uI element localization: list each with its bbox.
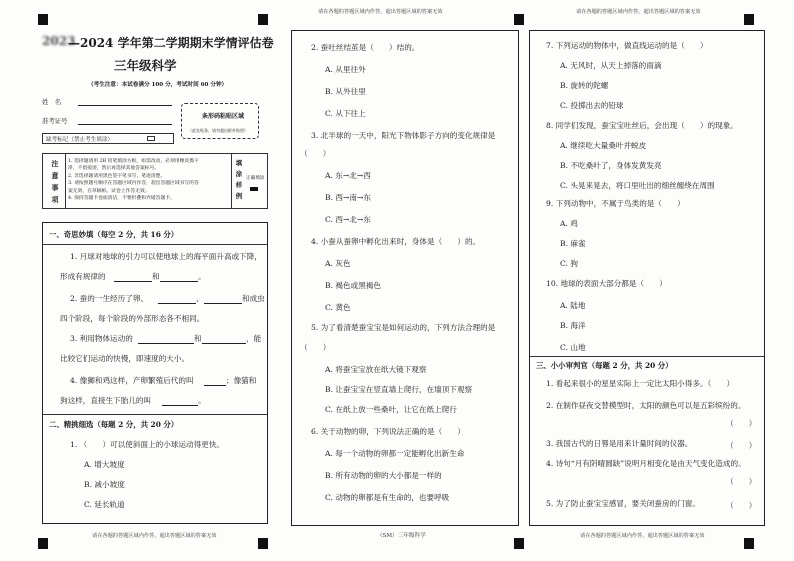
q2-blank-2[interactable]	[204, 303, 242, 304]
q4-blank-1[interactable]	[204, 385, 226, 386]
name-input[interactable]	[78, 105, 172, 106]
q4-blank-2[interactable]	[162, 405, 198, 406]
section-2-heading: 二、精挑细选（每题 2 分，共 20 分）	[49, 420, 179, 429]
top-instruction-bar: 请在各题的答题区域内作答，超出答题区域的答案无效	[318, 9, 443, 15]
alignment-mark	[744, 538, 754, 549]
notice-list: 1. 选择题请用 2B 铅笔填涂方框，如需改动，必须用橡皮擦干 净，不留痕迹，然后再选择其他答案标号。 2. 非选择题请用黑色签字笔书写，笔迹清楚。 3. 请按照题号顺序在答题区域内作答，超出答题区域书写的答 案无效，在草稿纸、试卷上作答无效。 4. 保持答题卡卷面清洁，不要折叠和弄破答题卡。	[68, 159, 199, 202]
absent-checkbox[interactable]	[147, 136, 155, 141]
alignment-mark	[744, 14, 754, 25]
judge-bracket[interactable]: （ ）	[726, 477, 757, 486]
exam-note: （考生注意：本试卷满分 100 分，考试时间 60 分钟）	[88, 82, 228, 88]
sample-label: 填 涂 样 例	[235, 159, 243, 200]
alignment-mark	[514, 538, 524, 549]
section-1-2-box	[42, 222, 268, 524]
section-3-heading: 三、小小审判官（每题 2 分，共 20 分）	[536, 361, 673, 370]
notice-label: 注 意 事 项	[51, 159, 59, 204]
exam-title: 2023—2024 学年第二学期期末学情评估卷	[42, 34, 274, 50]
absent-mark-field: 缺考标记（禁止考生填涂）	[42, 133, 174, 144]
q1-blank-2[interactable]	[160, 281, 198, 282]
page-footer: （SM）三年级科学	[377, 533, 426, 539]
barcode-area: 条形码粘贴区域 （此处贴条，请勿超出框外贴图）	[181, 103, 259, 139]
alignment-mark	[38, 538, 48, 549]
alignment-mark	[514, 14, 524, 25]
id-input[interactable]	[78, 124, 172, 125]
id-label: 准考证号	[42, 117, 68, 125]
q3-blank-1[interactable]	[138, 343, 194, 344]
exam-subject: 三年级科学	[114, 58, 177, 73]
q1-blank-1[interactable]	[114, 281, 152, 282]
section-1-heading: 一、奇思妙填（每空 2 分，共 16 分）	[49, 230, 179, 239]
column-2: 2. 蚕吐丝结茧是（ ）结的。 A. 从里往外 B. 从外往里 C. 从下往上 3. 北半球的一天中，阳光下物体影子方向的变化规律是 （ ） A. 东→北→西 B. 西→南→东 C. 西→北→东 4. 小蚕从蚕卵中孵化出来时，身体是（ ）的。 A. 灰色 B. 褐色或黑褐色 C. 黄色 5. 为了看清楚蚕宝宝是如何运动的，下列方法合理的是 （ ） A. 将蚕宝宝放在纸大镜下观察 B. 让蚕宝宝在竖直墙上爬行，在墙顶下观察 C. 在纸上放一些桑叶，让它在纸上爬行 6. 关于动物的卵，下列说法正确的是（ ） A. 每一个动物的卵都一定能孵化出新生命 B. 所有动物的卵的大小都是一样的 C. 动物的卵都是有生命的，也要呼吸	[291, 30, 519, 526]
judge-bracket[interactable]: （ ）	[726, 501, 757, 510]
name-label: 姓 名	[42, 98, 62, 106]
column-3: 7. 下列运动的物体中，做直线运动的是（ ） A. 无风时，从天上掉落的雨滴 B. 旋转的陀螺 C. 投掷出去的铅球 8. 同学们发现，蚕宝宝吐丝后，会出现（ ）的现象。 A. 继续吃大量桑叶并蜕皮 B. 不吃桑叶了，身体发黄发亮 C. 头晃来晃去，将口里吐出的细丝缠绕在周围 9. 下列动物中，不属于鸟类的是（ ） A. 鸡 B. 麻雀 C. 狗 10. 地球的表面大部分都是（ ） A. 陆地 B. 海洋 C. 山地 三、小小审判官（每题 2 分，共 20 分） 1. 看起来很小的星星实际上一定比太阳小得多。（ ） 2. 在制作昼夜交替模型时，太阳的颜色可以是五彩缤纷的。 （ ） 3. 我国古代的日晷是用来计量时间的仪器。 （ ） 4. 诗句“月有阴晴圆缺”说明月相变化是由天气变化造成的。 （ ） 5. 为了防止蚕宝宝感冒，要关闭蚕房的门窗。 （ ）	[529, 30, 765, 526]
alignment-mark	[38, 14, 48, 25]
alignment-mark	[258, 14, 268, 25]
alignment-mark	[258, 538, 268, 549]
bottom-instruction-bar: 请在各题的答题区域内作答，超出答题区域的答案无效	[580, 533, 705, 539]
judge-bracket[interactable]: （ ）	[726, 441, 757, 450]
filled-sample-mark	[250, 187, 258, 191]
judge-bracket[interactable]: （ ）	[726, 419, 757, 428]
q2-blank-1[interactable]	[158, 303, 196, 304]
notice-box: 注 意 事 项 1. 选择题请用 2B 铅笔填涂方框，如需改动，必须用橡皮擦干 净，不留痕迹，然后再选择其他答案标号。 2. 非选择题请用黑色签字笔书写，笔迹清楚。 3. 请按照题号顺序在答题区域内作答，超出答题区域书写的答 案无效，在草稿纸、试卷上作答无效。 4. 保持答题卡卷面清洁，不要折叠和弄破答题卡。 填 涂 样 例 正确填涂	[42, 153, 268, 209]
bottom-instruction-bar: 请在各题的答题区域内作答，超出答题区域的答案无效	[92, 533, 217, 539]
q3-blank-2[interactable]	[202, 343, 246, 344]
top-instruction-bar: 请在各题的答题区域内作答，超出答题区域的答案无效	[576, 9, 701, 15]
